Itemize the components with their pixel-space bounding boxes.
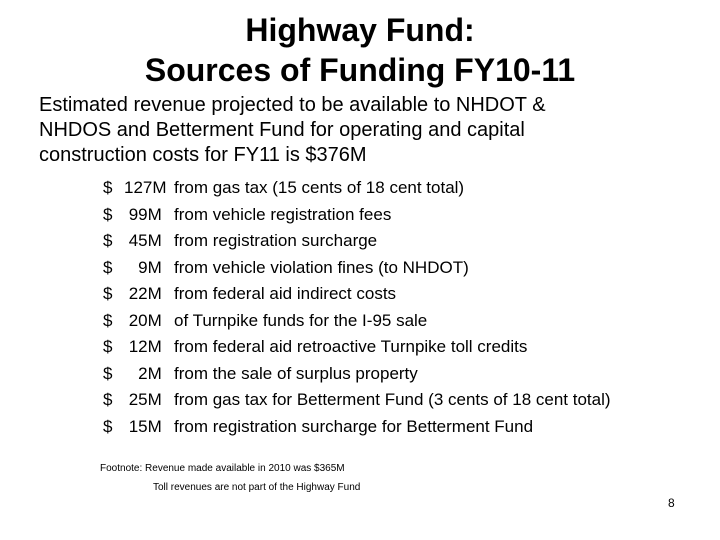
dollar-sign: $ — [103, 257, 113, 277]
amount: 127M — [124, 178, 167, 197]
amount: 99M — [124, 204, 162, 224]
page-number: 8 — [668, 496, 675, 510]
description: from registration surcharge — [174, 231, 378, 250]
amount: 15M — [124, 416, 162, 436]
list-item — [103, 414, 611, 441]
list-item — [103, 202, 611, 229]
description: from federal aid indirect costs — [174, 284, 397, 303]
list-item — [103, 387, 611, 414]
intro-line: Estimated revenue projected to be available to NHDOT & — [39, 94, 546, 116]
funding-source-list — [103, 175, 611, 440]
description: from the sale of surplus property — [174, 363, 418, 383]
title-line-2: Sources of Funding FY10-11 — [144, 52, 576, 88]
description: from registration surcharge for Betterment Fund — [174, 416, 534, 436]
amount: 20M — [124, 310, 162, 330]
dollar-sign: $ — [103, 310, 113, 330]
list-item — [103, 228, 611, 255]
list-item — [103, 175, 611, 202]
amount: 22M — [124, 284, 162, 303]
description: of Turnpike funds for the I-95 sale — [174, 310, 428, 330]
amount: 25M — [124, 390, 162, 409]
dollar-sign: $ — [103, 416, 113, 436]
amount: 45M — [124, 231, 162, 250]
intro-line: construction costs for FY11 is $376M — [39, 144, 367, 166]
dollar-sign: $ — [103, 284, 113, 303]
dollar-sign: $ — [103, 178, 113, 197]
amount: 2M — [124, 363, 162, 383]
title-line-1: Highway Fund: — [245, 12, 475, 48]
dollar-sign: $ — [103, 390, 113, 409]
amount: 9M — [124, 257, 162, 277]
list-item — [103, 255, 611, 282]
list-item — [103, 308, 611, 335]
dollar-sign: $ — [103, 204, 113, 224]
description: from vehicle violation fines (to NHDOT) — [174, 257, 469, 277]
footnote-line-1: Footnote: Revenue made available in 2010 was $365M — [100, 463, 345, 474]
dollar-sign: $ — [103, 231, 113, 250]
footnote — [100, 459, 360, 497]
intro-line: NHDOS and Betterment Fund for operating and capital — [39, 119, 525, 141]
description: from gas tax (15 cents of 18 cent total) — [174, 178, 465, 197]
list-item — [103, 281, 611, 308]
amount: 12M — [124, 337, 162, 356]
footnote-line-2: Toll revenues are not part of the Highway Fund — [153, 482, 361, 493]
list-item — [103, 361, 611, 388]
dollar-sign: $ — [103, 337, 113, 356]
description: from federal aid retroactive Turnpike toll credits — [174, 337, 528, 356]
description: from gas tax for Betterment Fund (3 cents of 18 cent total) — [174, 390, 611, 409]
slide-title — [0, 10, 720, 90]
intro-paragraph — [39, 93, 709, 168]
description: from vehicle registration fees — [174, 204, 392, 224]
list-item — [103, 334, 611, 361]
dollar-sign: $ — [103, 363, 113, 383]
